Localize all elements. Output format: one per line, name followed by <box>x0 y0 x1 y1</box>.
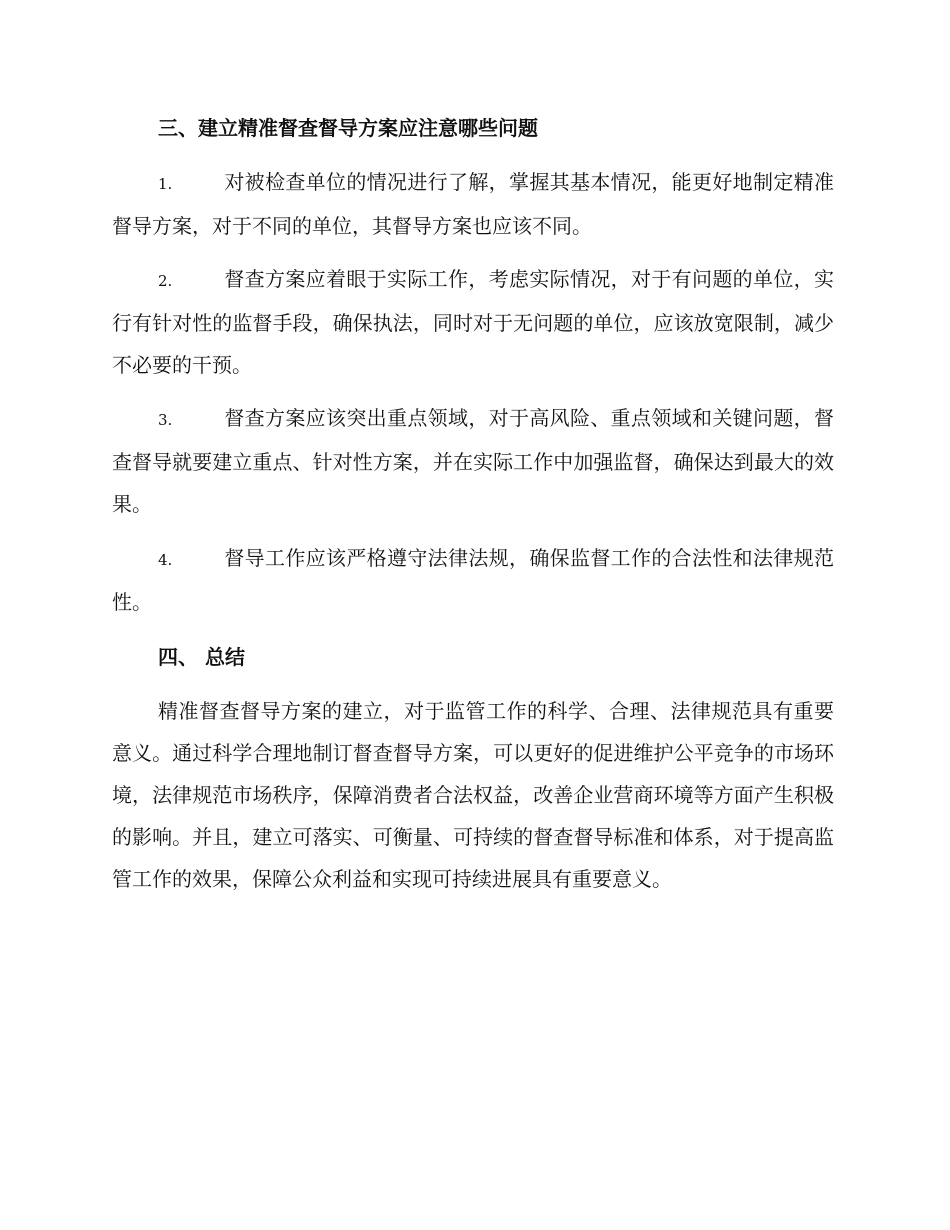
list-item-text: 督查方案应该突出重点领域，对于高风险、重点领域和关键问题，督查督导就要建立重点、针对性方案，并在实际工作中加强监督，确保达到最大的效果。 <box>112 406 834 516</box>
list-item-text: 对被检查单位的情况进行了解，掌握其基本情况，能更好地制定精准督导方案，对于不同的单位，其督导方案也应该不同。 <box>112 170 834 238</box>
list-item <box>112 258 834 386</box>
list-item-text: 督导工作应该严格遵守法律法规，确保监督工作的合法性和法律规范性。 <box>112 546 834 614</box>
list-item-number: 3. <box>158 411 173 429</box>
list-item-number: 1. <box>158 175 173 193</box>
section-heading: 三、建立精准督查督导方案应注意哪些问题 <box>158 116 538 140</box>
section-heading: 四、 总结 <box>158 645 245 669</box>
list-item <box>112 397 834 525</box>
list-item <box>112 161 834 247</box>
list-item-number: 2. <box>158 272 173 290</box>
list-item <box>112 537 834 623</box>
list-item-text: 督查方案应着眼于实际工作，考虑实际情况，对于有问题的单位，实行有针对性的监督手段，确保执法，同时对于无问题的单位，应该放宽限制，减少不必要的干预。 <box>112 267 834 377</box>
list-item-number: 4. <box>158 551 173 569</box>
summary-paragraph: 精准督查督导方案的建立，对于监管工作的科学、合理、法律规范具有重要意义。通过科学合理地制订督查督导方案，可以更好的促进维护公平竞争的市场环境，法律规范市场秩序，保障消费者合法权益，改善企业营商环境等方面产生积极的影响。并且，建立可落实、可衡量、可持续的督查督导标准和体系，对于提高监管工作的效果，保障公众利益和实现可持续进展具有重要意义。 <box>112 699 834 891</box>
